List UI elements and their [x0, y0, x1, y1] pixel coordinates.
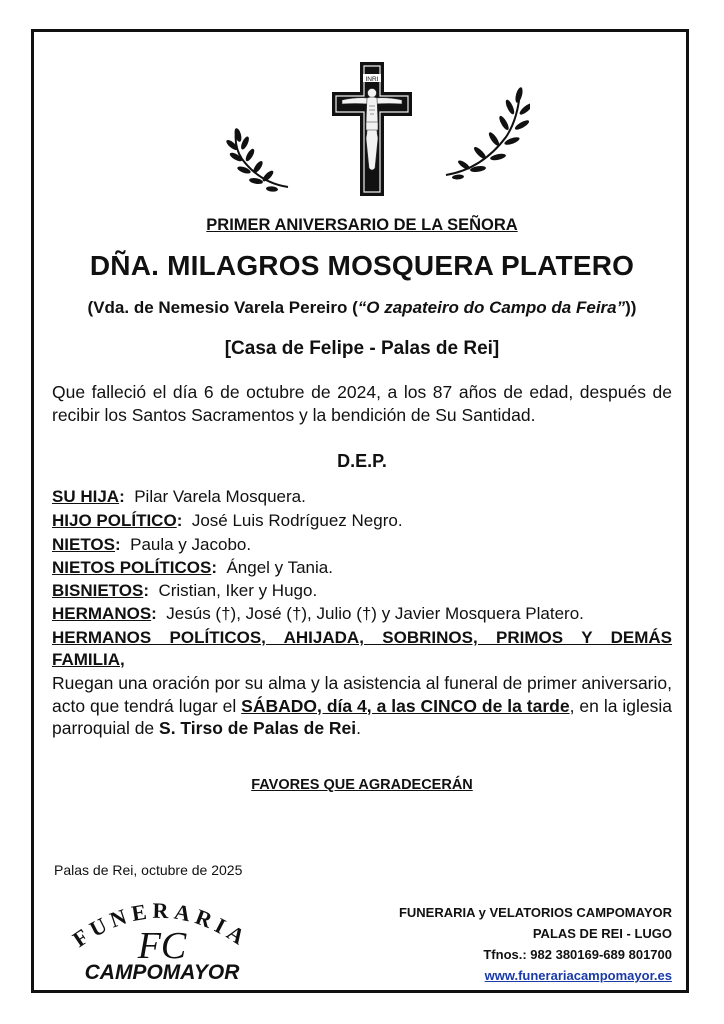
family-label: HERMANOS — [52, 604, 152, 623]
relatives-family: FAMILIA — [52, 650, 120, 669]
inri-label: INRI — [365, 76, 379, 83]
family-row-great-grandchildren: BISNIETOS: Cristian, Iker y Hugo. — [52, 581, 318, 600]
family-value: Jesús (†), José (†), Julio (†) y Javier Mosquera Platero. — [166, 604, 584, 623]
family-value: Paula y Jacobo. — [130, 535, 252, 554]
family-row-siblings: HERMANOS: Jesús (†), José (†), Julio (†) y Javier Mosquera Platero. — [52, 604, 584, 623]
company-phones: Tfnos.: 982 380169-689 801700 — [483, 947, 672, 962]
company-website-link[interactable] — [485, 965, 672, 986]
anniversary-title: PRIMER ANIVERSARIO DE LA SEÑORA — [206, 216, 518, 234]
family-row-daughter: SU HIJA: Pilar Varela Mosquera. — [52, 487, 306, 506]
crucifix-icon — [330, 60, 414, 200]
family-label: BISNIETOS — [52, 581, 144, 600]
request-text-3: . — [356, 718, 362, 738]
family-row-son-in-law: HIJO POLÍTICO: José Luis Rodríguez Negro. — [52, 511, 403, 530]
company-location: PALAS DE REI - LUGO — [532, 926, 672, 941]
church-name: S. Tirso de Palas de Rei — [159, 718, 357, 738]
company-name: FUNERARIA y VELATORIOS CAMPOMAYOR — [398, 905, 672, 920]
family-value: Ángel y Tania. — [226, 558, 333, 577]
funeral-request — [52, 672, 672, 740]
family-value: Cristian, Iker y Hugo. — [158, 581, 318, 600]
family-value: Pilar Varela Mosquera. — [134, 487, 306, 506]
family-row-grandchildren: NIETOS: Paula y Jacobo. — [52, 535, 252, 554]
relatives-line-2: FAMILIA, — [52, 650, 125, 669]
family-row-grandchildren-in-law: NIETOS POLÍTICOS: Ángel y Tania. — [52, 558, 333, 577]
widow-suffix: )) — [625, 298, 637, 317]
funeral-datetime: SÁBADO, día 4, a las CINCO de la tarde — [241, 695, 570, 716]
relatives-line-1: HERMANOS POLÍTICOS, AHIJADA, SOBRINOS, PRIMOS Y DEMÁS — [52, 628, 672, 647]
place-date: Palas de Rei, octubre de 2025 — [54, 862, 243, 878]
widow-nickname: “O zapateiro do Campo da Feira” — [357, 298, 626, 317]
family-label: NIETOS — [52, 535, 115, 554]
request-text-2: , en la iglesia parroquial de — [52, 695, 672, 738]
deceased-name: DÑA. MILAGROS MOSQUERA PLATERO — [89, 250, 635, 281]
left-laurel-branch-icon — [226, 125, 292, 193]
funeraria-campomayor-logo — [52, 880, 272, 985]
request-text: Ruegan una oración por su alma y la asistencia al funeral de primer aniversario, acto que tendrá lugar el — [52, 673, 672, 716]
family-value: José Luis Rodríguez Negro. — [191, 511, 403, 530]
thanks-line: FAVORES QUE AGRADECERÁN — [251, 777, 473, 793]
family-label: NIETOS POLÍTICOS — [52, 558, 212, 577]
death-announcement: Que falleció el día 6 de octubre de 2024, a los 87 años de edad, después de recibir los Santos Sacramentos y la bendición de Su Santidad. — [52, 382, 672, 425]
dep-heading: D.E.P. — [337, 451, 387, 471]
family-label: SU HIJA — [52, 487, 120, 506]
right-laurel-branch-icon — [442, 85, 530, 181]
house-name: [Casa de Felipe - Palas de Rei] — [224, 338, 500, 359]
family-label: HIJO POLÍTICO — [52, 511, 177, 530]
website-url[interactable]: www.funerariacampomayor.es — [484, 968, 672, 983]
logo-monogram: FC — [137, 925, 187, 967]
logo-company-name: CAMPOMAYOR — [84, 961, 240, 984]
logo-arc-text: FUNERARIA — [68, 897, 254, 952]
widow-prefix: (Vda. de Nemesio Varela Pereiro ( — [87, 298, 358, 317]
widow-note — [0, 298, 724, 318]
